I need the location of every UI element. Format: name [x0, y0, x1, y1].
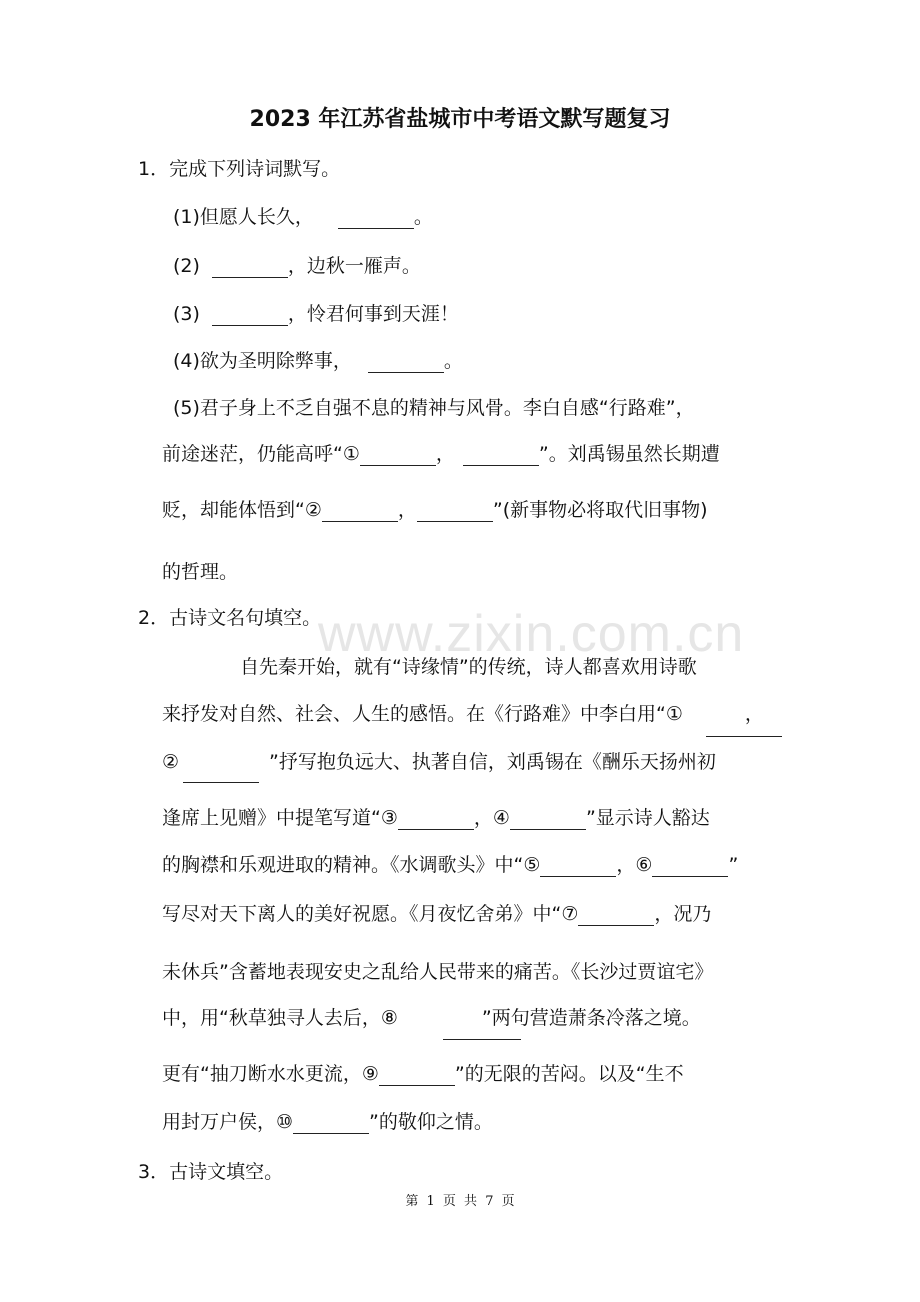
q2-text: ”	[728, 854, 739, 876]
answer-blank[interactable]	[540, 854, 616, 877]
answer-blank[interactable]	[463, 443, 539, 466]
answer-blank[interactable]	[510, 807, 586, 830]
question-1-stem: 1．完成下列诗词默写。	[138, 158, 341, 180]
q2-text: ”抒写抱负远大、执著自信，刘禹锡在《酬乐天扬州初	[269, 751, 716, 773]
q1-item-5-text-a: 前途迷茫，仍能高呼“①	[162, 443, 360, 465]
q2-text: 更有“抽刀断水水更流，⑨	[162, 1063, 379, 1085]
answer-blank[interactable]	[417, 499, 493, 522]
q2-text: ”两句营造萧条冷落之境。	[481, 1007, 701, 1029]
q1-item-2-num: (2)	[173, 255, 200, 277]
q2-text: ，况乃	[654, 903, 712, 925]
watermark: www.zixin.com.cn	[318, 605, 745, 663]
q2-line-8	[162, 1006, 701, 1030]
answer-blank[interactable]	[212, 303, 288, 326]
q2-line-3	[162, 750, 716, 774]
answer-blank[interactable]	[443, 1039, 521, 1040]
q1-item-3-text: ，怜君何事到天涯！	[287, 303, 459, 325]
answer-blank[interactable]	[379, 1063, 455, 1086]
q1-item-4	[173, 349, 463, 373]
q1-item-3	[173, 302, 459, 326]
answer-blank[interactable]	[212, 255, 288, 278]
q1-item-4-end: 。	[443, 350, 463, 372]
q1-item-5-line-3	[162, 498, 708, 522]
q2-line-6	[162, 902, 711, 926]
q2-num: ②	[162, 751, 180, 773]
q2-line-7: 未休兵”含蓄地表现安史之乱给人民带来的痛苦。《长沙过贾谊宅》	[162, 961, 714, 983]
q1-item-2	[173, 254, 421, 278]
q1-item-1-end: 。	[413, 206, 433, 228]
q2-line-9	[162, 1062, 684, 1086]
q1-item-1	[173, 205, 433, 229]
q1-item-3-num: (3)	[173, 303, 200, 325]
question-3-stem: 3．古诗文填空。	[138, 1161, 284, 1183]
q2-text: ，⑥	[616, 854, 653, 876]
answer-blank[interactable]	[578, 903, 654, 926]
answer-blank[interactable]	[706, 736, 782, 737]
q2-line-2	[162, 702, 764, 726]
q2-text: 写尽对天下离人的美好祝愿。《月夜忆舍弟》中“⑦	[162, 903, 579, 925]
answer-blank[interactable]	[322, 499, 398, 522]
q2-text: 用封万户侯，⑩	[162, 1111, 294, 1133]
q2-line-1: 自先秦开始，就有“诗缘情”的传统，诗人都喜欢用诗歌	[240, 656, 697, 678]
q2-text: ”的无限的苦闷。以及“生不	[454, 1063, 684, 1085]
q2-text: ，④	[473, 807, 510, 829]
q1-item-4-text: (4)欲为圣明除弊事，	[173, 350, 352, 372]
q1-item-5-comma: ，	[435, 443, 455, 465]
q2-line-5	[162, 853, 738, 877]
answer-blank[interactable]	[652, 854, 728, 877]
q2-text: 逢席上见赠》中提笔写道“③	[162, 807, 398, 829]
answer-blank[interactable]	[398, 807, 474, 830]
q2-comma: ，	[744, 703, 764, 725]
q1-item-5-line-1: (5)君子身上不乏自强不息的精神与风骨。李白自感“行路难”，	[173, 397, 695, 419]
q1-item-2-text: ，边秋一雁声。	[287, 255, 421, 277]
q1-item-5-text-d: ”(新事物必将取代旧事物)	[492, 499, 708, 521]
q2-text: 来抒发对自然、社会、人生的感悟。在《行路难》中李白用“①	[162, 703, 683, 725]
answer-blank[interactable]	[360, 443, 436, 466]
page-footer: 第 1 页 共 7 页	[405, 1194, 515, 1209]
question-2-stem: 2．古诗文名句填空。	[138, 607, 322, 629]
q2-text: ”显示诗人豁达	[585, 807, 710, 829]
answer-blank[interactable]	[338, 206, 414, 229]
q1-item-5-text-b: ”。刘禹锡虽然长期遭	[538, 443, 720, 465]
answer-blank[interactable]	[183, 782, 259, 783]
page-title: 2023 年江苏省盐城市中考语文默写题复习	[249, 107, 671, 132]
q2-text: ”的敬仰之情。	[369, 1111, 493, 1133]
q1-item-5-text-c: 贬，却能体悟到“②	[162, 499, 322, 521]
q1-item-5-line-4: 的哲理。	[162, 561, 239, 583]
q1-item-5-comma-2: ，	[397, 499, 417, 521]
answer-blank[interactable]	[293, 1111, 369, 1134]
q1-item-1-text: (1)但愿人长久，	[173, 206, 314, 228]
answer-blank[interactable]	[368, 350, 444, 373]
q2-line-4	[162, 806, 710, 830]
q2-line-10	[162, 1110, 493, 1134]
q2-text: 中，用“秋草独寻人去后，⑧	[162, 1007, 398, 1029]
q2-text: 的胸襟和乐观进取的精神。《水调歌头》中“⑤	[162, 854, 541, 876]
q1-item-5-line-2	[162, 442, 720, 466]
